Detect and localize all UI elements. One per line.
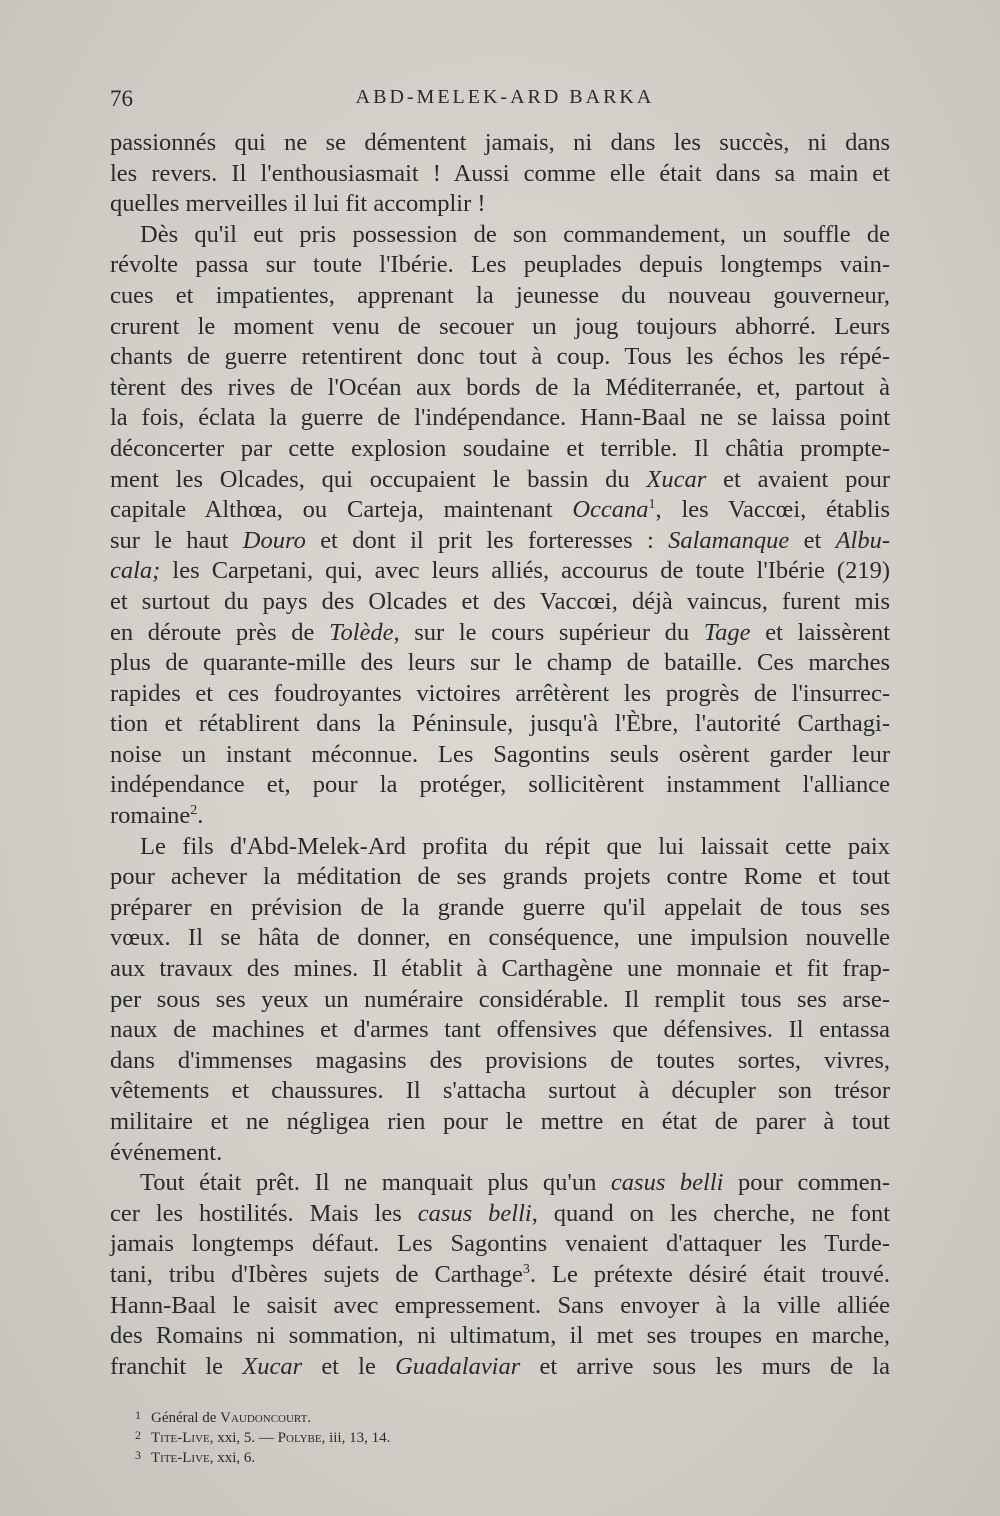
paragraph-start-line: Le fils d'Abd-Melek-Ard profita du répit que lui laissait cette paix xyxy=(140,832,890,860)
text-line: des Romains ni sommation, ni ultimatum, il met ses troupes en marche, xyxy=(110,1322,890,1350)
body-text xyxy=(110,128,890,1382)
text-line: cala; les Carpetani, qui, avec leurs alliés, accourus de toute l'Ibérie (219) xyxy=(110,557,890,585)
footnote-ref: 3 xyxy=(522,1261,530,1277)
text-line: la fois, éclata la guerre de l'indépendance. Hann-Baal ne se laissa point xyxy=(110,404,890,432)
text-line: chants de guerre retentirent donc tout à coup. Tous les échos les répé- xyxy=(110,343,890,371)
page-number: 76 xyxy=(110,86,133,111)
latin-phrase: casus belli xyxy=(417,1199,532,1227)
text-line: révolte passa sur toute l'Ibérie. Les peuplades depuis longtemps vain- xyxy=(110,251,890,279)
page-header xyxy=(110,86,890,118)
text-line: per sous ses yeux un numéraire considérable. Il remplit tous ses arse- xyxy=(110,985,890,1013)
place-name: cala; xyxy=(110,557,161,585)
text-line: vœux. Il se hâta de donner, en conséquence, une impulsion nouvelle xyxy=(110,924,890,952)
footnotes xyxy=(135,1407,835,1467)
text-line: tani, tribu d'Ibères sujets de Carthage$^3$. Le prétexte désiré était trouvé. xyxy=(110,1260,891,1288)
text-line: naux de machines et d'armes tant offensives que défensives. Il entassa xyxy=(110,1016,890,1044)
text-line: cer les hostilités. Mais les casus belli, quand on les cherche, ne font xyxy=(110,1199,890,1227)
text-line: dans d'immenses magasins des provisions de toutes sortes, vivres, xyxy=(110,1046,890,1074)
footnote-2: 2 Tite-Live, xxi, 5. — Polybe, iii, 13, 14. xyxy=(135,1428,391,1446)
text-line: événement. xyxy=(110,1138,223,1166)
footnote-1: 1 Général de Vaudoncourt. xyxy=(135,1408,312,1426)
text-line: noise un instant méconnue. Les Sagontins seuls osèrent garder leur xyxy=(110,740,890,768)
text-line: plus de quarante-mille des leurs sur le champ de bataille. Ces marches xyxy=(110,649,890,677)
place-name: Xucar xyxy=(242,1352,303,1380)
text-line: déconcerter par cette explosion soudaine et terrible. Il châtia prompte- xyxy=(110,434,890,462)
text-line: rapides et ces foudroyantes victoires arrêtèrent les progrès de l'insurrec- xyxy=(110,679,890,707)
text-line: militaire et ne négligea rien pour le mettre en état de parer à tout xyxy=(110,1108,890,1135)
place-name: Salamanque xyxy=(668,526,790,554)
text-line: quelles merveilles il lui fit accomplir ! xyxy=(110,190,486,218)
place-name: Tage xyxy=(703,618,751,646)
text-line: sur le haut Douro et dont il prit les forteresses : Salamanque et Albu- xyxy=(110,526,891,554)
latin-phrase: casus belli xyxy=(610,1169,724,1197)
place-name: Xucar xyxy=(646,465,707,493)
text-line: jamais longtemps défaut. Les Sagontins venaient d'attaquer les Turde- xyxy=(110,1230,890,1258)
text-line: franchit le Xucar et le Guadalaviar et arrive sous les murs de la xyxy=(110,1352,890,1380)
text-line: indépendance et, pour la protéger, sollicitèrent instamment l'alliance xyxy=(110,771,890,799)
place-name: Douro xyxy=(242,526,306,554)
text-line: et surtout du pays des Olcades et des Vaccœi, déjà vaincus, furent mis xyxy=(110,587,890,615)
paragraph-start-line: Dès qu'il eut pris possession de son commandement, un souffle de xyxy=(140,220,890,248)
text-line: pour achever la méditation de ses grands projets contre Rome et tout xyxy=(110,863,890,891)
text-line: tion et rétablirent dans la Péninsule, jusqu'à l'Èbre, l'autorité Carthagi- xyxy=(110,710,890,738)
text-line: capitale Althœa, ou Carteja, maintenant Occana$^1$, les Vaccœi, établis xyxy=(110,496,891,524)
text-line: vêtements et chaussures. Il s'attacha surtout à décupler son trésor xyxy=(110,1077,890,1105)
footnote-ref: 2 xyxy=(190,803,198,819)
text-line: ment les Olcades, qui occupaient le bassin du Xucar et avaient pour xyxy=(110,465,891,493)
place-name: Albu- xyxy=(835,526,891,554)
footnote-ref: 1 xyxy=(648,497,656,513)
text-line: tèrent des rives de l'Océan aux bords de la Méditerranée, et, partout à xyxy=(110,373,890,401)
footnote-3: 3 Tite-Live, xxi, 6. xyxy=(135,1448,256,1466)
text-line: cues et impatientes, apprenant la jeunesse du nouveau gouverneur, xyxy=(110,281,890,309)
text-line: en déroute près de Tolède, sur le cours supérieur du Tage et laissèrent xyxy=(110,618,891,646)
text-line: les revers. Il l'enthousiasmait ! Aussi comme elle était dans sa main et xyxy=(110,159,890,187)
text-line: préparer en prévision de la grande guerre qu'il appelait de tous ses xyxy=(110,893,890,921)
place-name: Guadalaviar xyxy=(395,1352,521,1380)
place-name: Occana xyxy=(572,496,649,524)
text-line: passionnés qui ne se démentent jamais, ni dans les succès, ni dans xyxy=(110,129,890,156)
text-line: Hann-Baal le saisit avec empressement. Sans envoyer à la ville alliée xyxy=(110,1291,890,1319)
text-line: aux travaux des mines. Il établit à Carthagène une monnaie et fit frap- xyxy=(110,955,890,983)
paragraph-start-line: Tout était prêt. Il ne manquait plus qu'un casus belli pour commen- xyxy=(140,1169,890,1197)
text-line: romaine$^2$. xyxy=(110,802,204,830)
place-name: Tolède xyxy=(329,618,394,646)
text-line: crurent le moment venu de secouer un joug toujours abhorré. Leurs xyxy=(110,312,890,340)
running-head: ABD-MELEK-ARD BARKA xyxy=(355,86,655,108)
